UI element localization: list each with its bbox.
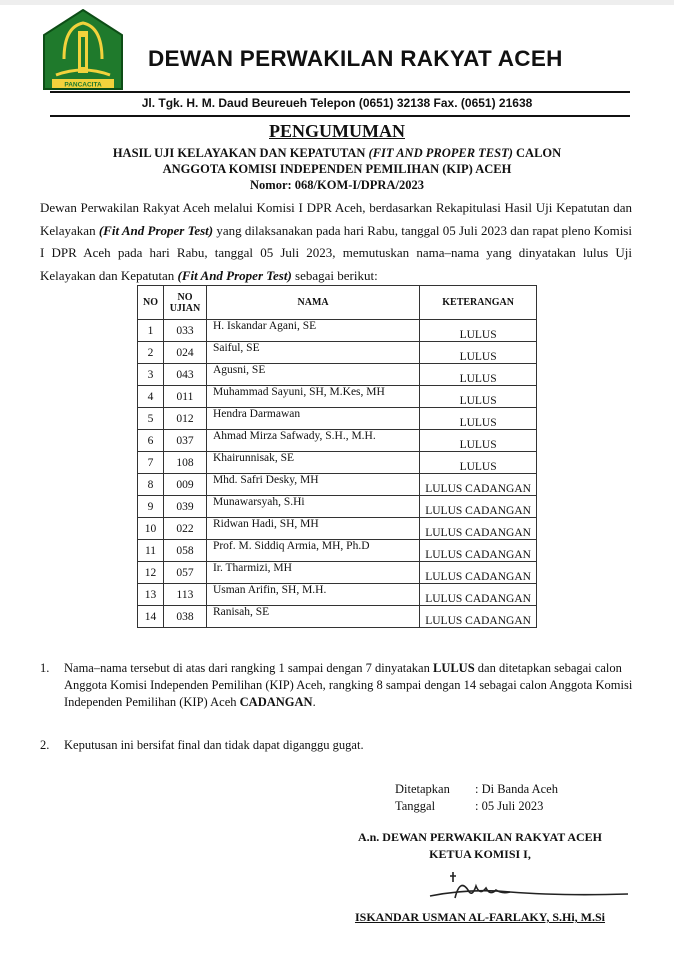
cell-no-ujian: 113 [163,584,206,606]
header-keterangan: KETERANGAN [420,286,537,320]
cell-keterangan: LULUS [420,452,537,474]
table-row [138,540,537,562]
cell-no: 1 [138,320,164,342]
on-behalf-of: A.n. DEWAN PERWAKILAN RAKYAT ACEH [357,830,603,844]
intro-paragraph [40,197,632,287]
document-number: Nomor: 068/KOM-I/DPRA/2023 [250,178,424,192]
note-text: Keputusan ini bersifat final dan tidak dapat diganggu gugat. [64,738,364,752]
intro-emphasis: (Fit And Proper Test) [177,267,292,283]
table-row [138,364,537,386]
cell-keterangan: LULUS CADANGAN [420,540,537,562]
cell-nama: Ridwan Hadi, SH, MH [206,518,419,540]
cell-no: 10 [138,518,164,540]
cell-keterangan: LULUS [420,342,537,364]
cell-no: 12 [138,562,164,584]
cell-no: 11 [138,540,164,562]
subtitle-text: CALON [512,146,562,160]
intro-text: yang dilaksanakan pada hari Rabu, tanggal 05 Juli 2023 dan rapat pleno Komisi I DPR Aceh pada hari Rabu, tanggal 05 Juli 2023, memutuskan nama–nama yang dinyatakan lulus Uji Kelayakan dan Kepatutan [40,222,632,283]
cell-no-ujian: 012 [163,408,206,430]
cell-nama: Hendra Darmawan [206,408,419,430]
cell-nama: Ranisah, SE [206,606,419,628]
cell-keterangan: LULUS [420,430,537,452]
cell-nama: Ir. Tharmizi, MH [206,562,419,584]
tanggal-label: Tanggal [395,799,436,813]
header-no: NO [138,286,164,320]
signature-icon [360,868,630,908]
dpra-logo-icon [42,9,124,91]
note-bold: LULUS [432,661,475,675]
organization-name: DEWAN PERWAKILAN RAKYAT ACEH [148,46,563,71]
header-rule-top [50,91,630,93]
cell-nama: Agusni, SE [206,364,419,386]
cell-keterangan: LULUS CADANGAN [420,606,537,628]
table-row [138,584,537,606]
header-nama: NAMA [206,286,419,320]
cell-keterangan: LULUS CADANGAN [420,496,537,518]
top-band [0,0,674,5]
results-table [137,285,537,628]
tanggal-value: : 05 Juli 2023 [475,799,544,813]
intro-text: sebagai berikut: [291,267,378,283]
ditetapkan-label: Ditetapkan [395,782,450,796]
cell-no: 14 [138,606,164,628]
table-row [138,408,537,430]
cell-no-ujian: 009 [163,474,206,496]
signer-position: KETUA KOMISI I, [429,847,531,861]
cell-keterangan: LULUS [420,320,537,342]
note-text: dan ditetapkan sebagai calon Anggota Komisi Independen Pemilihan (KIP) Aceh, rangking 8 sampai dengan 14 sebagai calon Anggota Komisi Independen Pemilihan (KIP) Aceh [64,661,633,709]
subtitle-italic: (FIT AND PROPER TEST) [368,146,513,160]
table-row [138,474,537,496]
cell-nama: Ahmad Mirza Safwady, S.H., M.H. [206,430,419,452]
cell-nama: Usman Arifin, SH, M.H. [206,584,419,606]
cell-no: 9 [138,496,164,518]
cell-no: 4 [138,386,164,408]
note-2 [40,737,640,754]
intro-emphasis: (Fit And Proper Test) [98,222,214,238]
cell-no-ujian: 037 [163,430,206,452]
cell-no-ujian: 043 [163,364,206,386]
cell-nama: Munawarsyah, S.Hi [206,496,419,518]
cell-no: 7 [138,452,164,474]
cell-no-ujian: 038 [163,606,206,628]
cell-no: 6 [138,430,164,452]
note-number: 1. [40,661,50,675]
cell-no-ujian: 022 [163,518,206,540]
cell-nama: Prof. M. Siddiq Armia, MH, Ph.D [206,540,419,562]
subtitle-line-2: ANGGOTA KOMISI INDEPENDEN PEMILIHAN (KIP) ACEH [162,162,512,176]
address-line: Jl. Tgk. H. M. Daud Beureueh Telepon (0651) 32138 Fax. (0651) 21638 [141,96,533,110]
table-row [138,606,537,628]
cell-no: 2 [138,342,164,364]
intro-text: Dewan Perwakilan Rakyat Aceh melalui Komisi I DPR Aceh, berdasarkan Rekapitulasi Hasil Uji Kepatutan dan Kelayakan [40,200,632,238]
table-row [138,320,537,342]
table-row [138,518,537,540]
note-bold: CADANGAN [239,695,313,709]
cell-keterangan: LULUS CADANGAN [420,562,537,584]
svg-text:PANCACITA: PANCACITA [64,81,102,89]
table-row [138,452,537,474]
cell-nama: Mhd. Safri Desky, MH [206,474,419,496]
cell-nama: Khairunnisak, SE [206,452,419,474]
table-header-row [138,286,537,320]
cell-keterangan: LULUS [420,386,537,408]
cell-no-ujian: 024 [163,342,206,364]
cell-nama: Saiful, SE [206,342,419,364]
signer-name: ISKANDAR USMAN AL-FARLAKY, S.Hi, M.Si [354,910,606,924]
header-no-ujian: NO UJIAN [163,286,206,320]
table-row [138,386,537,408]
table-row [138,562,537,584]
table-row [138,342,537,364]
document-title: PENGUMUMAN [269,121,405,141]
cell-no-ujian: 058 [163,540,206,562]
cell-nama: Muhammad Sayuni, SH, M.Kes, MH [206,386,419,408]
note-text: Nama–nama tersebut di atas dari rangking 1 sampai dengan 7 dinyatakan [64,661,433,675]
cell-keterangan: LULUS [420,408,537,430]
cell-no-ujian: 057 [163,562,206,584]
cell-no-ujian: 108 [163,452,206,474]
subtitle-text: HASIL UJI KELAYAKAN DAN KEPATUTAN [112,146,369,160]
note-number: 2. [40,738,50,752]
cell-keterangan: LULUS CADANGAN [420,474,537,496]
cell-keterangan: LULUS CADANGAN [420,518,537,540]
cell-no: 8 [138,474,164,496]
cell-no-ujian: 039 [163,496,206,518]
cell-keterangan: LULUS CADANGAN [420,584,537,606]
cell-no: 13 [138,584,164,606]
ditetapkan-value: : Di Banda Aceh [475,782,558,796]
subtitle-line-1 [0,146,674,161]
cell-no-ujian: 011 [163,386,206,408]
table-row [138,430,537,452]
cell-nama: H. Iskandar Agani, SE [206,320,419,342]
cell-no: 5 [138,408,164,430]
header-rule-bottom [50,115,630,117]
cell-keterangan: LULUS [420,364,537,386]
note-text: . [312,695,316,709]
cell-no-ujian: 033 [163,320,206,342]
table-row [138,496,537,518]
note-1 [40,660,640,711]
cell-no: 3 [138,364,164,386]
